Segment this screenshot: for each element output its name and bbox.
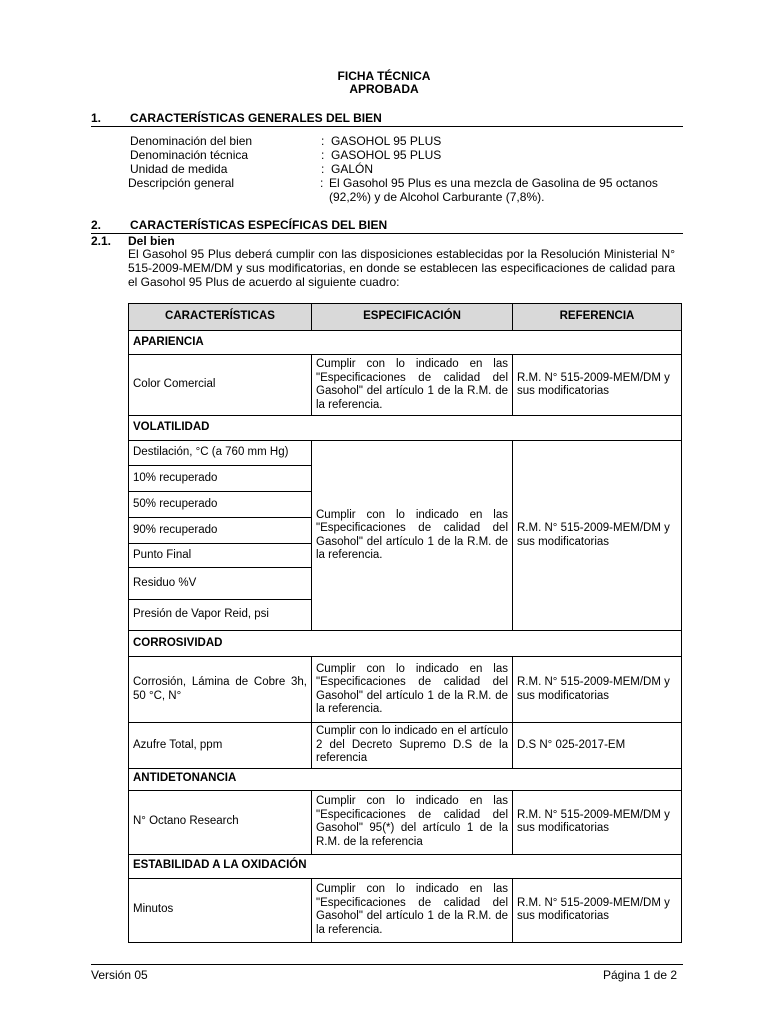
- category-row: [129, 768, 682, 790]
- category-volatilidad: VOLATILIDAD: [129, 416, 682, 441]
- section-number: 1.: [91, 111, 102, 125]
- characteristic-cell: 50% recuperado: [129, 492, 312, 518]
- specification-cell: Cumplir con lo indicado en las "Especificaciones de calidad del Gasohol" del artículo 1 de la R.M. de la referencia.: [312, 355, 513, 416]
- general-value: GALÓN: [331, 162, 374, 176]
- characteristic-cell: 10% recuperado: [129, 466, 312, 492]
- section-2-rule: [91, 233, 683, 234]
- doc-title: FICHA TÉCNICA: [337, 69, 431, 83]
- category-apariencia: APARIENCIA: [129, 331, 682, 355]
- table-row: [129, 790, 682, 854]
- header-especificacion: ESPECIFICACIÓN: [312, 304, 513, 331]
- category-row: [129, 331, 682, 355]
- subsection-title: Del bien: [128, 234, 175, 248]
- specification-cell: Cumplir con lo indicado en las "Especificaciones de calidad del Gasohol" del artículo 1 de la R.M. de la referencia.: [312, 657, 513, 723]
- category-corrosividad: CORROSIVIDAD: [129, 631, 682, 657]
- general-colon: :: [321, 134, 325, 148]
- table-row: [129, 657, 682, 723]
- characteristic-cell: Presión de Vapor Reid, psi: [129, 600, 312, 631]
- reference-cell: R.M. N° 515-2009-MEM/DM y sus modificatorias: [513, 878, 682, 942]
- characteristic-cell: Minutos: [129, 878, 312, 942]
- reference-cell: D.S N° 025-2017-EM: [513, 723, 682, 769]
- characteristic-cell: Azufre Total, ppm: [129, 723, 312, 769]
- section-1-rule: [91, 126, 683, 127]
- characteristic-cell: N° Octano Research: [129, 790, 312, 854]
- general-colon: :: [320, 176, 324, 190]
- table-row: [129, 355, 682, 416]
- section-title: CARACTERÍSTICAS ESPECÍFICAS DEL BIEN: [130, 218, 388, 232]
- characteristic-cell: 90% recuperado: [129, 518, 312, 544]
- general-label: Unidad de medida: [130, 162, 228, 176]
- category-estabilidad: ESTABILIDAD A LA OXIDACIÓN: [129, 854, 682, 878]
- reference-cell: R.M. N° 515-2009-MEM/DM y sus modificatorias: [513, 355, 682, 416]
- specification-cell: Cumplir con lo indicado en el artículo 2 del Decreto Supremo D.S de la referencia: [312, 723, 513, 769]
- table-header-row: [129, 304, 682, 331]
- characteristic-cell: Color Comercial: [129, 355, 312, 416]
- specification-cell: Cumplir con lo indicado en las "Especificaciones de calidad del Gasohol" 95(*) del artículo 1 de la R.M. de la referencia: [312, 790, 513, 854]
- version-label: Versión 05: [91, 968, 148, 982]
- general-value: El Gasohol 95 Plus es una mezcla de Gasolina de 95 octanos (92,2%) y de Alcohol Carburante (7,8%).: [329, 176, 658, 204]
- header-referencia: REFERENCIA: [513, 304, 682, 331]
- general-value: GASOHOL 95 PLUS: [331, 148, 442, 162]
- reference-cell: R.M. N° 515-2009-MEM/DM y sus modificatorias: [513, 657, 682, 723]
- characteristic-cell: Corrosión, Lámina de Cobre 3h, 50 °C, N°: [129, 657, 312, 723]
- characteristic-cell: Residuo %V: [129, 568, 312, 600]
- general-label: Denominación técnica: [130, 148, 249, 162]
- footer-rule: [91, 964, 683, 965]
- reference-cell: R.M. N° 515-2009-MEM/DM y sus modificatorias: [513, 790, 682, 854]
- characteristic-cell: Destilación, °C (a 760 mm Hg): [129, 441, 312, 466]
- reference-cell: R.M. N° 515-2009-MEM/DM y sus modificatorias: [513, 441, 682, 631]
- subsection-number: 2.1.: [91, 234, 112, 248]
- characteristic-cell: Punto Final: [129, 544, 312, 568]
- category-antidetonancia: ANTIDETONANCIA: [129, 768, 682, 790]
- table-row: [129, 878, 682, 942]
- intro-paragraph: El Gasohol 95 Plus deberá cumplir con las disposiciones establecidas por la Resolución Ministerial N° 515-2009-MEM/DM y sus modificatorias, en donde se establecen las especificaciones de calidad para el Gasohol 95 Plus de acuerdo al siguiente cuadro:: [128, 247, 675, 289]
- general-colon: :: [321, 148, 325, 162]
- specification-cell: Cumplir con lo indicado en las "Especificaciones de calidad del Gasohol" del artículo 1 de la R.M. de la referencia.: [312, 878, 513, 942]
- page-number: Página 1 de 2: [602, 968, 677, 982]
- table-row: [129, 723, 682, 769]
- specification-cell: Cumplir con lo indicado en las "Especificaciones de calidad del Gasohol" del artículo 1 de la R.M. de la referencia.: [312, 441, 513, 631]
- general-label: Descripción general: [128, 176, 235, 190]
- general-value: GASOHOL 95 PLUS: [331, 134, 442, 148]
- category-row: [129, 631, 682, 657]
- general-label: Denominación del bien: [130, 134, 253, 148]
- section-number: 2.: [91, 218, 102, 232]
- header-caracteristicas: CARACTERÍSTICAS: [129, 304, 312, 331]
- section-title: CARACTERÍSTICAS GENERALES DEL BIEN: [130, 111, 382, 125]
- category-row: [129, 416, 682, 441]
- specifications-table: [128, 303, 682, 943]
- table-row: [129, 441, 682, 466]
- category-row: [129, 854, 682, 878]
- general-colon: :: [321, 162, 325, 176]
- doc-subtitle: APROBADA: [349, 82, 419, 96]
